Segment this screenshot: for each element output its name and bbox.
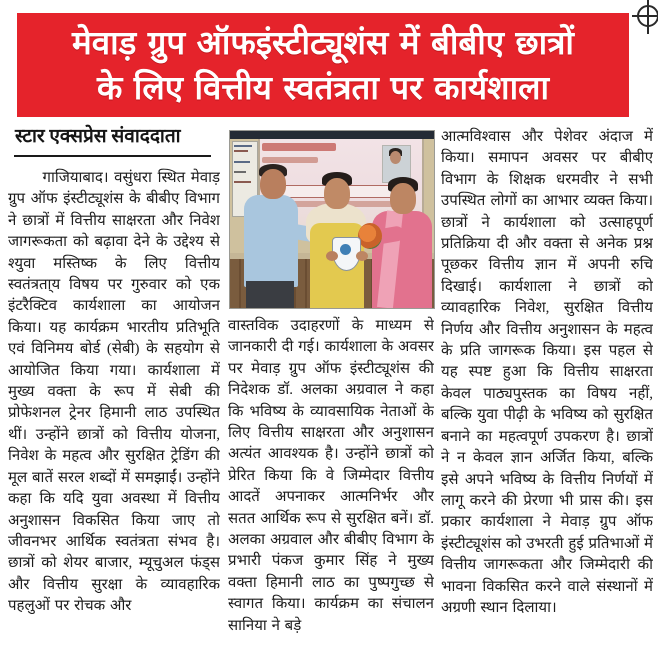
- photo-person-left-face: [260, 169, 286, 199]
- photo-person-right-face: [390, 183, 416, 214]
- article-column-1: गाजियाबाद। वसुंधरा स्थित मेवाड़ ग्रुप ऑफ इंस्टीट्यूशंस के बीबीए विभाग ने छात्रों में वित्तीय साक्षरता और निवेश जागरूकता को बढ़ावा देने के उद्देश्य से श्युवा मस्तिष्क के लिए वित्तीय स्वतंत्रता्य विषय पर गुरुवार को एक इंटरैक्टिव कार्यशाला का आयोजन किया। यह कार्यक्रम भारतीय प्रतिभूति एवं विनिमय बोर्ड (सेबी) के सहयोग से आयोजित किया गया। कार्यशाला में मुख्य वक्ता के रूप में सेबी की प्रोफेशनल ट्रेनर हिमानी लाठ उपस्थित थीं। उन्होंने छात्रों को वित्तीय योजना, निवेश के महत्व और सुरक्षित ट्रेडिंग की मूल बातें सरल शब्दों में समझाईं। उन्होंने कहा कि यदि युवा अवस्था में वित्तीय अनुशासन विकसित किया जाए तो जीवनभर आर्थिक स्वतंत्रता संभव है। छात्रों को शेयर बाजार, म्यूचुअल फंड्स और वित्तीय सुरक्षा के व्यावहारिक पहलुओं पर रोचक और: [8, 170, 220, 615]
- flower-bouquet: [358, 223, 382, 249]
- registration-mark-icon: [626, 0, 658, 36]
- slide-title-text-blur: [262, 143, 336, 151]
- photo-person-left-body: [244, 195, 298, 287]
- whiteboard-text-line: [234, 145, 252, 147]
- headline-line1: मेवाड़ ग्रुप ऑफइंस्टीट्यूशंस में बीबीए छात्रों: [72, 23, 574, 62]
- slide-portrait-face: [390, 151, 401, 164]
- workshop-photo: [229, 130, 435, 309]
- byline-divider: [14, 155, 211, 157]
- slide-subtitle-text-blur: [262, 157, 318, 163]
- hand-holding-plaque-right: [356, 251, 368, 261]
- article-column-3: आत्मविश्वास और पेशेवर अंदाज में किया। समापन अवसर पर बीबीए विभाग के शिक्षक धरमवीर ने सभी उपस्थित लोगों का आभार व्यक्त किया। छात्रों ने कार्यशाला को उत्साहपूर्ण प्रतिक्रिया दी और वक्ता से अनेक प्रश्न पूछकर वित्तीय ज्ञान में अपनी रुचि दिखाई। कार्यशाला ने छात्रों को व्यावहारिक निवेश, सुरक्षित वित्तीय निर्णय और वित्तीय अनुशासन के महत्व के प्रति जागरूक किया। इस पहल से यह स्पष्ट हुआ कि वित्तीय साक्षरता केवल पाठ्यपुस्तक का विषय नहीं, बल्कि युवा पीढ़ी के भविष्य को सुरक्षित बनाने का महत्वपूर्ण उपकरण है। छात्रों ने न केवल ज्ञान अर्जित किया, बल्कि इसे अपने भविष्य के वित्तीय निर्णयों में लागू करने की प्रेरणा भी प्रास की। इस प्रकार कार्यशाला ने मेवाड़ ग्रुप ऑफ इंस्टीट्यूशंस को उभरती हुई प्रतिभाओं में वित्तीय जागरूकता और जिम्मेदारी की भावना विकसित करने वाले संस्थानों में अग्रणी स्थान दिलाया।: [441, 129, 653, 616]
- whiteboard-text-line: [234, 171, 246, 173]
- whiteboard-text-line: [234, 161, 250, 163]
- whiteboard-text-line: [234, 150, 248, 152]
- headline-line2: के लिए वित्तीय स्वतंत्रता पर कार्यशाला: [96, 68, 550, 107]
- byline: स्टार एक्सप्रेस संवाददाता: [15, 126, 181, 147]
- screen-top-bar: [230, 131, 434, 139]
- photo-person-center-face: [324, 178, 350, 209]
- photo-person-left-trousers: [246, 281, 294, 308]
- headline-banner: [17, 13, 629, 117]
- award-plaque-emblem: [340, 244, 351, 255]
- whiteboard-text-line: [234, 181, 251, 183]
- article-column-2: वास्तविक उदाहरणों के माध्यम से जानकारी दी गई। कार्यशाला के अवसर पर मेवाड़ ग्रुप ऑफ इंस्टीट्यूशंस की निदेशक डॉ. अलका अग्रवाल ने कहा कि भविष्य के व्यावसायिक नेताओं के लिए वित्तीय साक्षरता और अनुशासन अत्यंत आवश्यक है। उन्होंने छात्रों को प्रेरित किया कि वे जिम्मेदार वित्तीय आदतें अपनाकर आत्मनिर्भर और सतत आर्थिक रूप से सुरक्षित बनें। डॉ. अलका अग्रवाल और बीबीए विभाग के प्रभारी पंकज कुमार सिंह ने मुख्य वक्ता हिमानी लाठ का पुष्पगुच्छ से स्वागत किया। कार्यक्रम का संचालन सानिया ने बड़े: [228, 318, 434, 634]
- hand-holding-plaque-left: [326, 251, 338, 261]
